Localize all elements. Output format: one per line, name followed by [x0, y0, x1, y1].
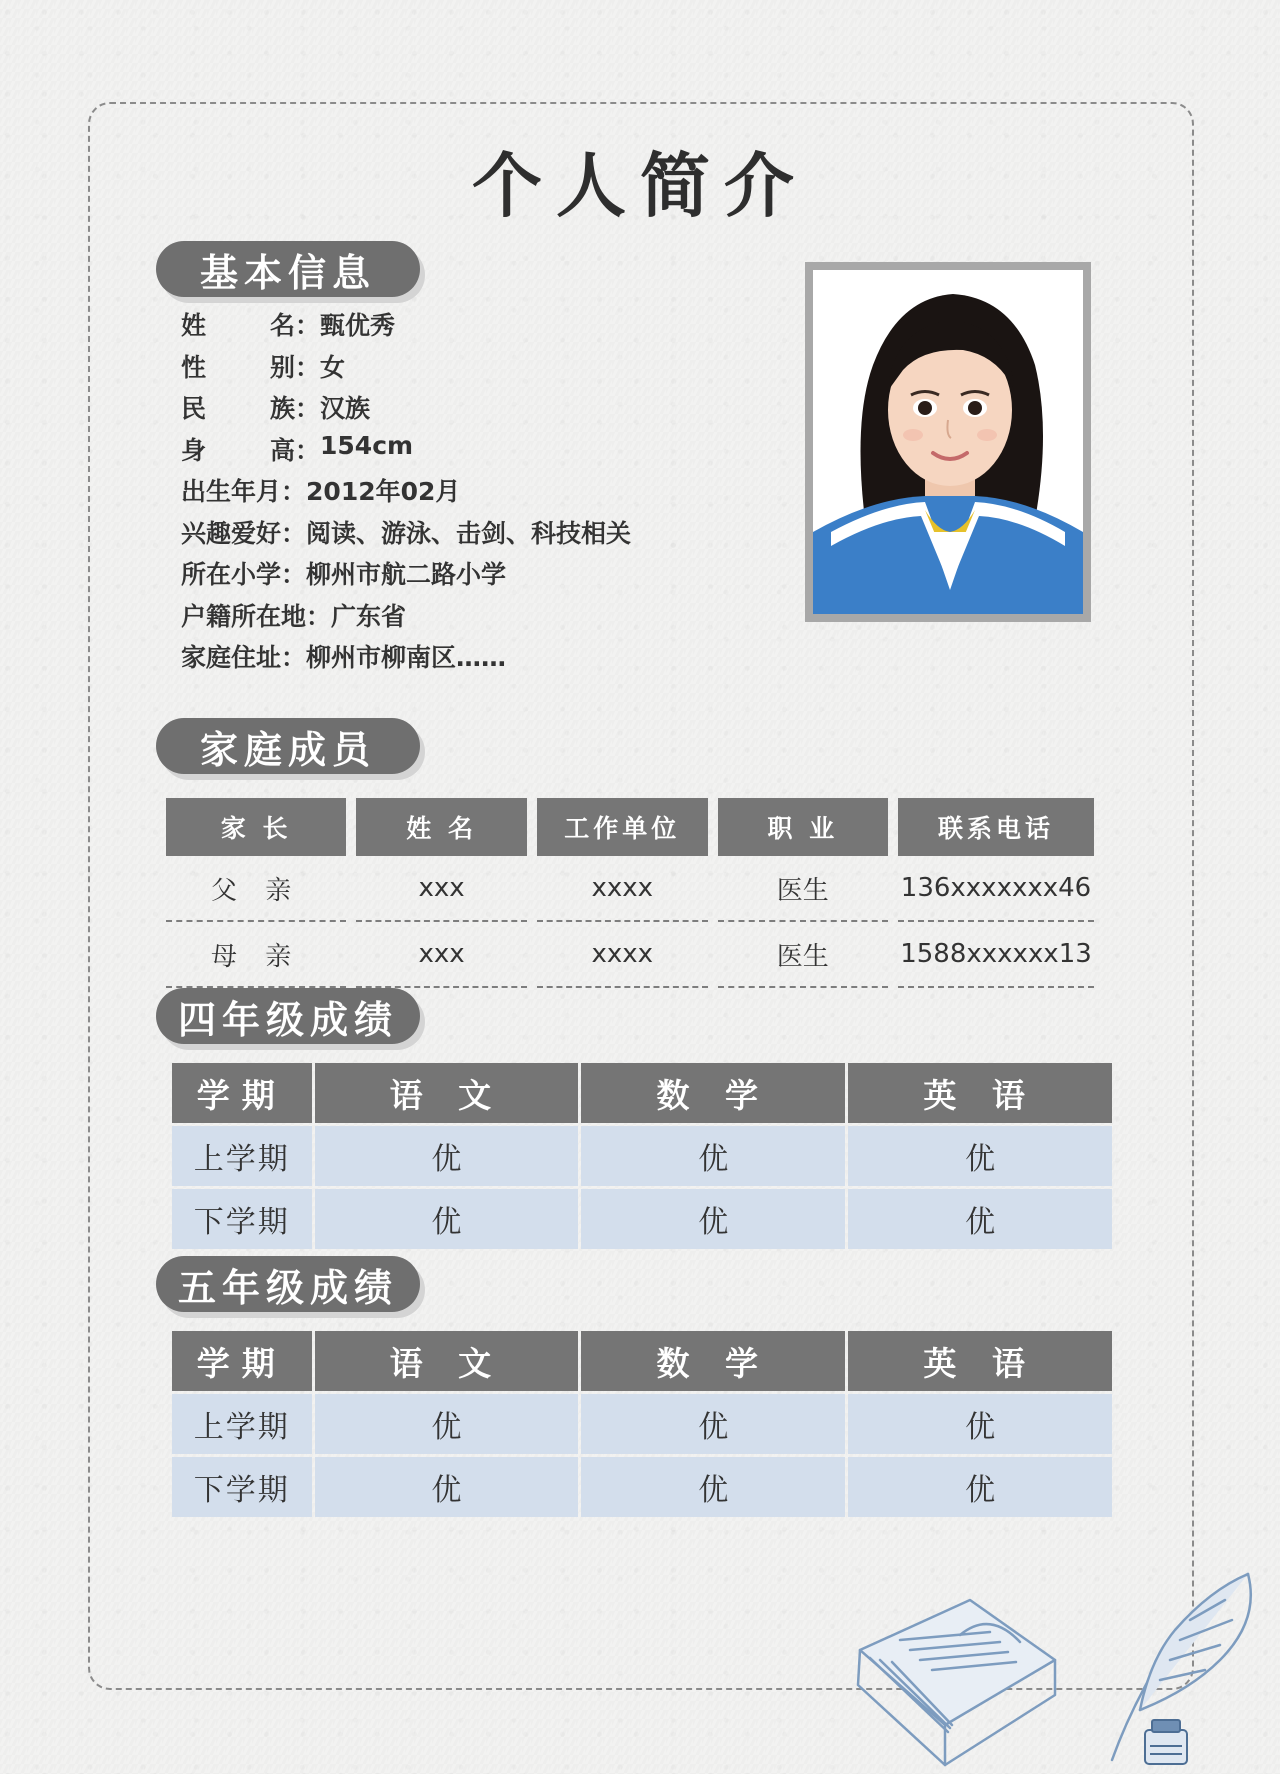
grade5-table — [169, 1328, 1115, 1520]
col-header-term: 学期 — [172, 1331, 312, 1391]
portrait-photo — [805, 262, 1091, 622]
grade5-header-row — [172, 1331, 1112, 1391]
cell-parent: 母 亲 — [166, 922, 346, 988]
info-label: 性别 — [181, 352, 295, 382]
girl-portrait-image — [813, 270, 1083, 614]
info-label: 家庭住址 — [181, 643, 282, 672]
cell-grade: 优 — [581, 1126, 845, 1186]
table-row — [166, 856, 1094, 922]
info-sep: ： — [281, 477, 307, 506]
cell-grade: 优 — [581, 1457, 845, 1517]
info-value: 广东省 — [331, 601, 407, 631]
col-header-chinese: 语 文 — [315, 1063, 579, 1123]
cell-term: 上学期 — [172, 1126, 312, 1186]
book-quill-illustration — [840, 1560, 1280, 1774]
info-value: 2012年02月 — [306, 477, 461, 506]
info-label: 民族 — [181, 394, 295, 423]
page-title: 个人简介 — [472, 145, 808, 227]
info-sep: ： — [295, 435, 321, 465]
info-sep: ： — [281, 643, 307, 672]
cell-grade: 优 — [315, 1394, 579, 1454]
cell-workplace: xxxx — [537, 856, 708, 922]
table-row — [166, 922, 1094, 988]
cell-phone: 136xxxxxxx46 — [898, 856, 1094, 922]
cell-grade: 优 — [581, 1394, 845, 1454]
section-family: 家庭成员 — [156, 718, 420, 774]
info-value: 汉族 — [320, 394, 371, 423]
cell-name: xxx — [356, 856, 527, 922]
grade4-header-row — [172, 1063, 1112, 1123]
col-header-chinese: 语 文 — [315, 1331, 579, 1391]
table-row — [172, 1457, 1112, 1517]
col-header-occupation: 职 业 — [718, 798, 888, 856]
table-row — [172, 1394, 1112, 1454]
info-label: 户籍所在地 — [181, 601, 307, 631]
info-row-school — [181, 555, 631, 597]
section-grade5: 五年级成绩 — [156, 1256, 420, 1312]
info-sep: ： — [306, 601, 332, 631]
info-sep: ： — [295, 352, 321, 382]
cell-name: xxx — [356, 922, 527, 988]
info-row-hobbies — [181, 514, 631, 556]
info-label: 所在小学 — [181, 560, 282, 589]
info-sep: ： — [281, 560, 307, 589]
col-header-math: 数 学 — [581, 1331, 845, 1391]
info-row-ethnicity — [181, 389, 631, 431]
col-header-term: 学期 — [172, 1063, 312, 1123]
table-row — [172, 1189, 1112, 1249]
family-table — [156, 798, 1104, 988]
col-header-english: 英 语 — [848, 1331, 1112, 1391]
info-label: 姓名 — [181, 311, 295, 340]
cell-grade: 优 — [848, 1457, 1112, 1517]
grade4-table — [169, 1060, 1115, 1252]
basic-info-list — [181, 306, 631, 680]
cell-grade: 优 — [848, 1394, 1112, 1454]
info-row-name — [181, 306, 631, 348]
col-header-name: 姓 名 — [356, 798, 527, 856]
family-header-row — [166, 798, 1094, 856]
info-value: 女 — [320, 352, 346, 382]
info-value: 阅读、游泳、击剑、科技相关 — [306, 518, 632, 548]
cell-grade: 优 — [315, 1189, 579, 1249]
cell-term: 下学期 — [172, 1457, 312, 1517]
cell-grade: 优 — [315, 1126, 579, 1186]
info-row-height — [181, 431, 631, 473]
cell-term: 下学期 — [172, 1189, 312, 1249]
info-row-address — [181, 638, 631, 680]
cell-grade: 优 — [848, 1126, 1112, 1186]
info-label: 出生年月 — [181, 477, 282, 506]
cell-occupation: 医生 — [718, 856, 888, 922]
col-header-math: 数 学 — [581, 1063, 845, 1123]
info-row-hukou — [181, 597, 631, 639]
info-row-birth — [181, 472, 631, 514]
cell-phone: 1588xxxxxx13 — [898, 922, 1094, 988]
info-value: 154cm — [320, 430, 414, 460]
cell-grade: 优 — [581, 1189, 845, 1249]
col-header-workplace: 工作单位 — [537, 798, 708, 856]
info-sep: ： — [295, 311, 321, 340]
info-label: 兴趣爱好 — [181, 518, 282, 548]
col-header-parent: 家 长 — [166, 798, 346, 856]
info-value: 甄优秀 — [320, 311, 396, 340]
info-row-gender — [181, 348, 631, 390]
info-sep: ： — [281, 518, 307, 548]
col-header-english: 英 语 — [848, 1063, 1112, 1123]
section-grade4: 四年级成绩 — [156, 988, 420, 1044]
info-sep: ： — [295, 394, 321, 423]
cell-grade: 优 — [315, 1457, 579, 1517]
cell-term: 上学期 — [172, 1394, 312, 1454]
col-header-phone: 联系电话 — [898, 798, 1094, 856]
info-value: 柳州市柳南区…… — [306, 643, 507, 672]
section-basic-info: 基本信息 — [156, 241, 420, 297]
info-value: 柳州市航二路小学 — [306, 560, 507, 589]
info-label: 身高 — [181, 435, 295, 465]
cell-grade: 优 — [848, 1189, 1112, 1249]
table-row — [172, 1126, 1112, 1186]
cell-workplace: xxxx — [537, 922, 708, 988]
cell-occupation: 医生 — [718, 922, 888, 988]
cell-parent: 父 亲 — [166, 856, 346, 922]
